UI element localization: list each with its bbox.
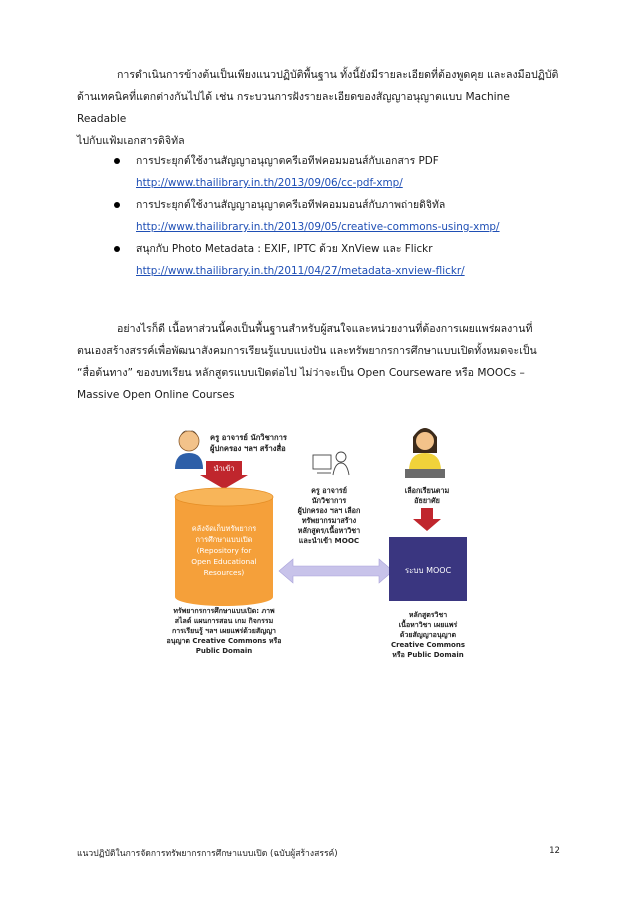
bottom-left-label: การเรียนรู้ ฯลฯ เผยแพร่ด้วยสัญญา [172, 627, 276, 635]
reference-link[interactable]: http://www.thailibrary.in.th/2011/04/27/metadata-xnview-flickr/ [136, 265, 465, 277]
paragraph-line: อย่างไรก็ดี เนื้อหาส่วนนี้คงเป็นพื้นฐานสำหรับผู้สนใจและหน่วยงานที่ต้องการเผยแพร่ผลงานที่ [117, 323, 533, 335]
paragraph-intro [77, 64, 560, 152]
list-item-text: การประยุกต์ใช้งานสัญญาอนุญาตครีเอทีฟคอมมอนส์กับเอกสาร PDF [136, 155, 439, 167]
paragraph-line: ตนเองสร้างสรรค์เพื่อพัฒนาสังคมการเรียนรู้แบบแบ่งปัน และทรัพยากรการศึกษาแบบเปิดทั้งหมดจะเป็น [77, 345, 537, 357]
mooc-label: ระบบ MOOC [404, 566, 452, 575]
reference-link[interactable]: http://www.thailibrary.in.th/2013/09/05/creative-commons-using-xmp/ [136, 221, 500, 233]
reference-link[interactable]: http://www.thailibrary.in.th/2013/09/06/cc-pdf-xmp/ [136, 177, 403, 189]
repository-label: Resources) [203, 568, 245, 577]
list-item [114, 194, 554, 238]
double-arrow [279, 559, 393, 583]
import-label: นำเข้า [213, 464, 235, 473]
bullet-icon [114, 158, 120, 164]
paragraph-summary [77, 318, 560, 406]
middle-label: ผู้ปกครอง ฯลฯ เลือก [297, 506, 361, 515]
bottom-left-label: สไลด์ แผนการสอน เกม กิจกรรม [174, 617, 274, 625]
list-item-text: สนุกกับ Photo Metadata : EXIF, IPTC ด้วย XnView และ Flickr [136, 243, 433, 255]
paragraph-line: “สื่อต้นทาง” ของบทเรียน หลักสูตรแบบเปิดต่อไป ไม่ว่าจะเป็น Open Courseware หรือ MOOCs – [77, 367, 525, 379]
repository-label: (Repository for [196, 546, 252, 555]
repository-label: Open Educational [191, 557, 257, 566]
top-left-label: ผู้ปกครอง ฯลฯ สร้างสื่อ [210, 444, 286, 453]
paragraph-line: ด้านเทคนิคที่แตกต่างกันไปได้ เช่น กระบวนการฝังรายละเอียดของสัญญาอนุญาตแบบ Machine Readable [77, 91, 510, 125]
paragraph-line: การดำเนินการข้างต้นเป็นเพียงแนวปฏิบัติพื้นฐาน ทั้งนี้ยังมีรายละเอียดที่ต้องพูดคุย และลงมือปฏิบัติ [117, 69, 559, 81]
bottom-right-label: หรือ Public Domain [392, 651, 464, 659]
student-label: เลือกเรียนตาม [404, 486, 450, 495]
student-label: อัธยาศัย [414, 496, 440, 505]
repository-label: การศึกษาแบบเปิด [195, 535, 253, 544]
footer-title: แนวปฏิบัติในการจัดการทรัพยากรการศึกษาแบบเปิด (ฉบับผู้สร้างสรรค์) [77, 849, 338, 859]
list-item-text: การประยุกต์ใช้งานสัญญาอนุญาตครีเอทีฟคอมมอนส์กับภาพถ่ายดิจิทัล [136, 199, 446, 211]
bottom-right-label: หลักสูตรวิชา [408, 611, 448, 619]
mooc-arrow [413, 508, 441, 531]
middle-label: และนำเข้า MOOC [298, 536, 360, 545]
student-avatar-icon [405, 428, 445, 478]
list-item [114, 150, 554, 194]
list-item [114, 238, 554, 282]
bottom-right-label: ด้วยสัญญาอนุญาต [399, 631, 457, 639]
import-arrow [200, 461, 248, 489]
bottom-right-label: Creative Commons [390, 641, 466, 649]
reference-list [114, 150, 554, 282]
bottom-left-label: ทรัพยากรการศึกษาแบบเปิด: ภาพ [173, 607, 275, 615]
paragraph-line: ไปกับแฟ้มเอกสารดิจิทัล [77, 135, 185, 147]
middle-label: ครู อาจารย์ [311, 486, 347, 495]
bottom-left-label: Public Domain [195, 647, 253, 655]
bullet-icon [114, 202, 120, 208]
middle-label: หลักสูตร/เนื้อหาวิชา [297, 526, 361, 535]
page-number: 12 [549, 846, 560, 856]
page-footer [77, 846, 560, 860]
mooc-system-box [389, 537, 467, 601]
repository-cylinder [175, 488, 273, 606]
computer-user-icon [313, 452, 349, 475]
paragraph-line: Massive Open Online Courses [77, 389, 235, 401]
oer-mooc-diagram [155, 413, 485, 663]
teacher-avatar-icon [175, 430, 203, 469]
repository-label: คลังจัดเก็บทรัพยากร [191, 524, 257, 533]
top-left-label: ครู อาจารย์ นักวิชาการ [210, 433, 287, 442]
bullet-icon [114, 246, 120, 252]
bottom-left-label: อนุญาต Creative Commons หรือ [166, 637, 282, 645]
middle-label: นักวิชาการ [311, 496, 347, 505]
bottom-right-label: เนื้อหาวิชา เผยแพร่ [398, 621, 458, 629]
middle-label: ทรัพยากรมาสร้าง [301, 516, 357, 525]
